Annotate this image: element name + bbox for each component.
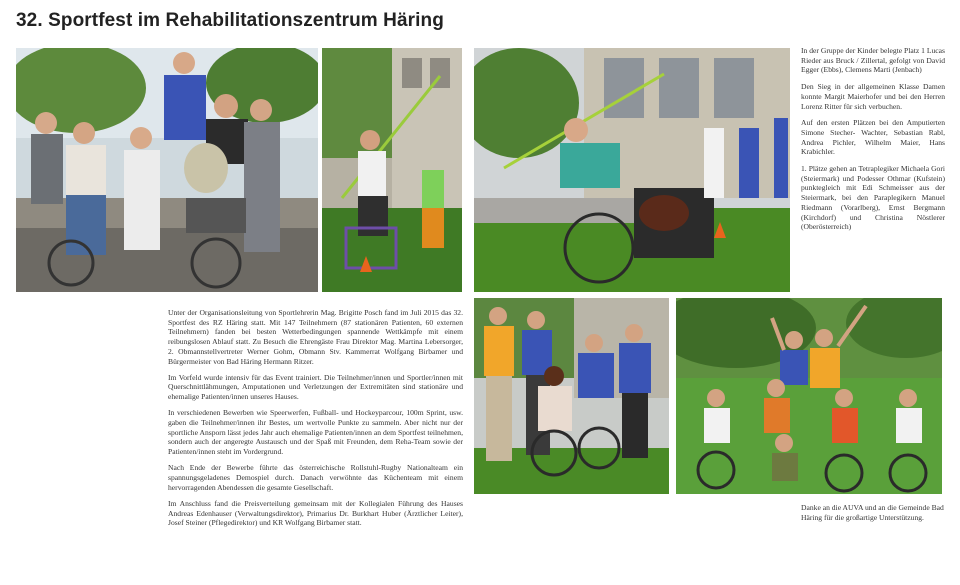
body-paragraph: Im Anschluss fand die Preisverteilung gemeinsam mit der Kollegialen Führung des Hauses Andreas Edenhauser (Verwaltungsdirektor), Primarius Dr. Burkhart Huber (Ärztlicher Leiter), Josef Steiner (Pflegedirektor) und KR Wolfgang Birbamer statt.	[168, 498, 463, 528]
photo-javelin-thrower	[322, 48, 462, 292]
results-column	[801, 46, 945, 239]
photo-wheelchair-assist	[474, 48, 790, 292]
page-title: 32. Sportfest im Rehabilitationszentrum Häring	[16, 10, 444, 31]
results-paragraph: In der Gruppe der Kinder belegte Platz 1 Lucas Rieder aus Bruck / Zillertal, gefolgt von David Egger (Ebbs), Clemens Marti (Jenbach)	[801, 46, 945, 75]
photo-children-cheering	[676, 298, 942, 494]
results-paragraph: Den Sieg in der allgemeinen Klasse Damen konnte Margit Maierhofer und bei den Herren Lorenz Ritter für sich verbuchen.	[801, 82, 945, 111]
body-paragraph: Nach Ende der Bewerbe führte das österreichische Rollstuhl-Rugby Nationalteam ein spannungsgeladenes Demospiel durch. Danach verwöhnte das Küchenteam mit einem hervorragenden Abendessen die gesamte Gesellschaft.	[168, 463, 463, 492]
results-paragraph: 1. Plätze gehen an Tetraplegiker Michaela Gori (Steiermark) und Podesser Othmar (Kufstein) punktegleich mit Edi Schmeisser aus der Steiermark, bei den Paraplegikern Manuel Riedmann (Vorarlberg), Ernst Bergmann (Kirchdorf) und Christina Nöstlerer (Oberösterreich)	[801, 164, 945, 232]
photo-officials-group	[474, 298, 669, 494]
thanks-note: Danke an die AUVA und an die Gemeinde Bad Häring für die großartige Unterstützung.	[801, 503, 944, 522]
photo-group-award	[16, 48, 318, 292]
body-paragraph: Unter der Organisationsleitung von Sportlehrerin Mag. Brigitte Posch fand im Juli 2015 das 32. Sportfest des RZ Häring statt. Mit 147 Teilnehmern (87 stationären Patienten, 60 externen Teilnehmern) fanden bei besten Wetterbedingungen spannende Wettkämpfe mit einem reibungslosen Ablauf statt. Zu Besuch die Ehrengäste Frau Direktor Mag. Martina Lebersorger, 2. Obmannstellvertreter Werner Gohm, Obmann Stv. Kammerrat Wolfgang Birbamer und Bürgermeister von Bad Häring Hermann Ritzer.	[168, 308, 463, 366]
article-body	[168, 308, 463, 535]
body-paragraph: In verschiedenen Bewerben wie Speerwerfen, Fußball- und Hockeyparcour, 100m Sprint, usw. gaben die Teilnehmer/innen ihr Bestes, um wertvolle Punkte zu sammeln. Aber nicht nur der sportliche Ansporn lässt jedes Jahr auch ehemalige Patienten/innen an dem Sportfest teilnehmen, sondern auch der angeregte Austausch und der Spaß mit Freunden, dem Reha-Team sowie der Patienten/innen steht im Vordergrund.	[168, 408, 463, 457]
results-paragraph: Auf den ersten Plätzen bei den Amputierten Simone Stecher- Wachter, Sebastian Rabl, Andrea Pichler, Wilhelm Maier, Hans Krabichler.	[801, 118, 945, 157]
body-paragraph: Im Vorfeld wurde intensiv für das Event trainiert. Die Teilnehmer/innen und Sportler/innen mit Querschnittlähmungen, Amputationen und Verletzungen der Extremitäten sind stationäre und ehemalige Patienten/innen unseres Hauses.	[168, 372, 463, 402]
